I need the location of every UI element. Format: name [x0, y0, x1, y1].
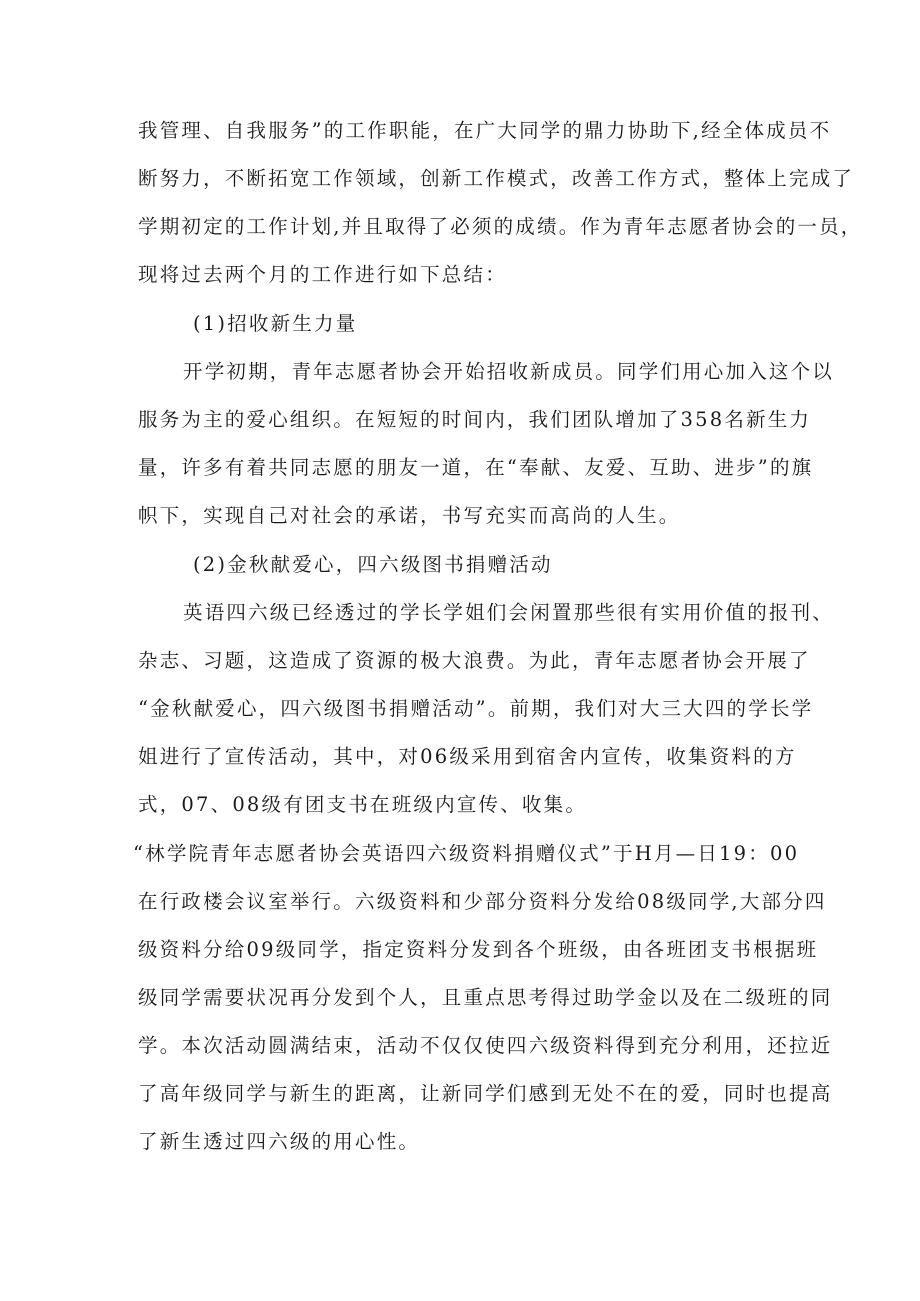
paragraph-line: “金秋献爱心，四六级图书捐赠活动”。前期，我们对大三大四的学长学 — [138, 697, 814, 720]
paragraph-line: 级资料分给09级同学，指定资料分发到各个班级，由各班团支书根据班 — [138, 938, 819, 961]
paragraph-line: 级同学需要状况再分发到个人，且重点思考得过助学金以及在二级班的同 — [138, 986, 833, 1009]
paragraph-line: 在行政楼会议室举行。六级资料和少部分资料分发给08级同学,大部分四 — [138, 890, 827, 913]
paragraph-line: 断努力，不断拓宽工作领域，创新工作模式，改善工作方式，整体上完成了 — [138, 167, 855, 190]
paragraph-line: 学。本次活动圆满结束，活动不仅仅使四六级资料得到充分利用，还拉近 — [138, 1034, 833, 1057]
paragraph-line: 我管理、自我服务”的工作职能，在广大同学的鼎力协助下,经全体成员不 — [138, 119, 832, 142]
section-heading-2: (2)金秋献爱心，四六级图书捐赠活动 — [193, 553, 553, 576]
paragraph-line: 式，07、08级有团支书在班级内宣传、收集。 — [138, 793, 588, 816]
paragraph-line: 学期初定的工作计划,并且取得了必须的成绩。作为青年志愿者协会的一员， — [138, 215, 863, 238]
paragraph-line: 服务为主的爱心组织。在短短的时间内，我们团队增加了358名新生力 — [138, 408, 812, 431]
paragraph-line: 英语四六级已经透过的学长学姐们会闲置那些很有实用价值的报刊、 — [183, 601, 835, 624]
paragraph-line: 开学初期，青年志愿者协会开始招收新成员。同学们用心加入这个以 — [183, 360, 835, 383]
section-heading-1: (1)招收新生力量 — [193, 312, 358, 335]
paragraph-line: 了新生透过四六级的用心性。 — [138, 1130, 421, 1153]
paragraph-line: 杂志、习题，这造成了资源的极大浪费。为此，青年志愿者协会开展了 — [138, 649, 811, 672]
paragraph-line: 帜下，实现自己对社会的承诺，书写充实而高尚的人生。 — [138, 504, 681, 527]
paragraph-line: “林学院青年志愿者协会英语四六级资料捐赠仪式”于H月—日19：00 — [133, 842, 800, 865]
paragraph-line: 姐进行了宣传活动，其中，对06级采用到宿舍内宣传，收集资料的方 — [138, 745, 797, 768]
paragraph-line: 了高年级同学与新生的距离，让新同学们感到无处不在的爱，同时也提高 — [138, 1082, 833, 1105]
paragraph-line: 量，许多有着共同志愿的朋友一道，在“奉献、友爱、互助、进步”的旗 — [138, 456, 814, 479]
paragraph-line: 现将过去两个月的工作进行如下总结： — [138, 263, 507, 286]
